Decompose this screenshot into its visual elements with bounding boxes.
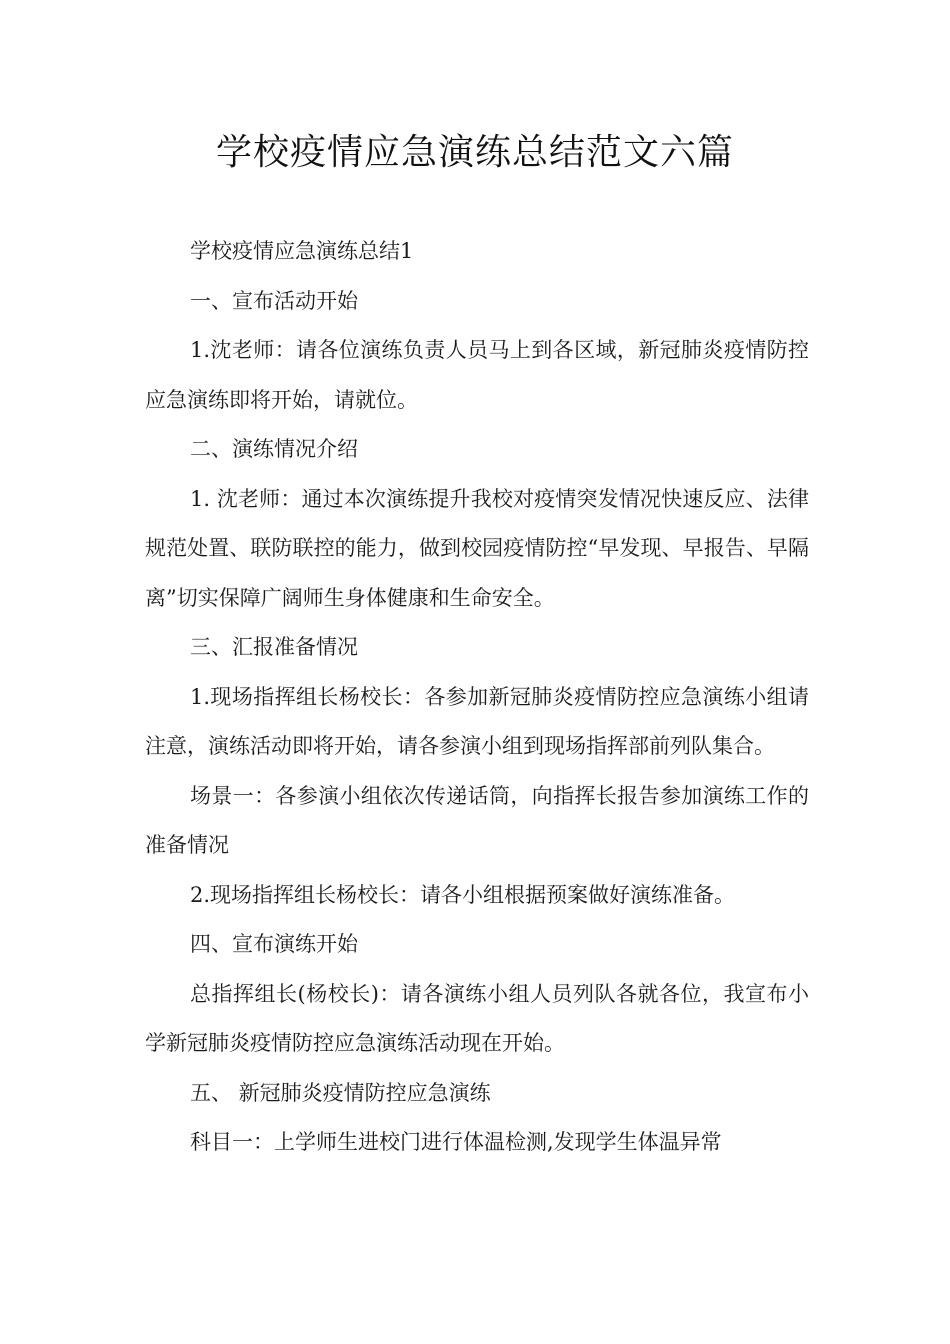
- section-heading: 三、汇报准备情况: [190, 635, 358, 659]
- section-heading: 学校疫情应急演练总结1: [190, 239, 414, 263]
- paragraph: 1.现场指挥组长杨校长：各参加新冠肺炎疫情防控应急演练小组请注意，演练活动即将开始，请各参演小组到现场指挥部前列队集合。: [145, 684, 809, 758]
- section-heading: 五、 新冠肺炎疫情防控应急演练: [190, 1080, 491, 1105]
- paragraph: 1.沈老师：请各位演练负责人员马上到各区域，新冠肺炎疫情防控应急演练即将开始，请就位。: [145, 338, 809, 412]
- section-heading: 一、宣布活动开始: [190, 288, 358, 313]
- paragraph: 科目一：上学师生进校门进行体温检测,发现学生体温异常: [190, 1130, 722, 1154]
- paragraph: 场景一：各参演小组依次传递话筒，向指挥长报告参加演练工作的准备情况: [145, 783, 809, 857]
- document-title: 学校疫情应急演练总结范文六篇: [215, 132, 734, 173]
- paragraph: 2.现场指挥组长杨校长：请各小组根据预案做好演练准备。: [190, 882, 736, 907]
- paragraph: 总指挥组长(杨校长)：请各演练小组人员列队各就各位，我宣布小学新冠肺炎疫情防控应急演练活动现在开始。: [145, 981, 809, 1055]
- paragraph: 1. 沈老师：通过本次演练提升我校对疫情突发情况快速反应、法律规范处置、联防联控的能力，做到校园疫情防控“早发现、早报告、早隔离”切实保障广阔师生身体健康和生命安全。: [145, 486, 809, 610]
- section-heading: 四、宣布演练开始: [190, 932, 358, 956]
- document-body: [145, 227, 809, 1168]
- section-heading: 二、演练情况介绍: [190, 437, 358, 461]
